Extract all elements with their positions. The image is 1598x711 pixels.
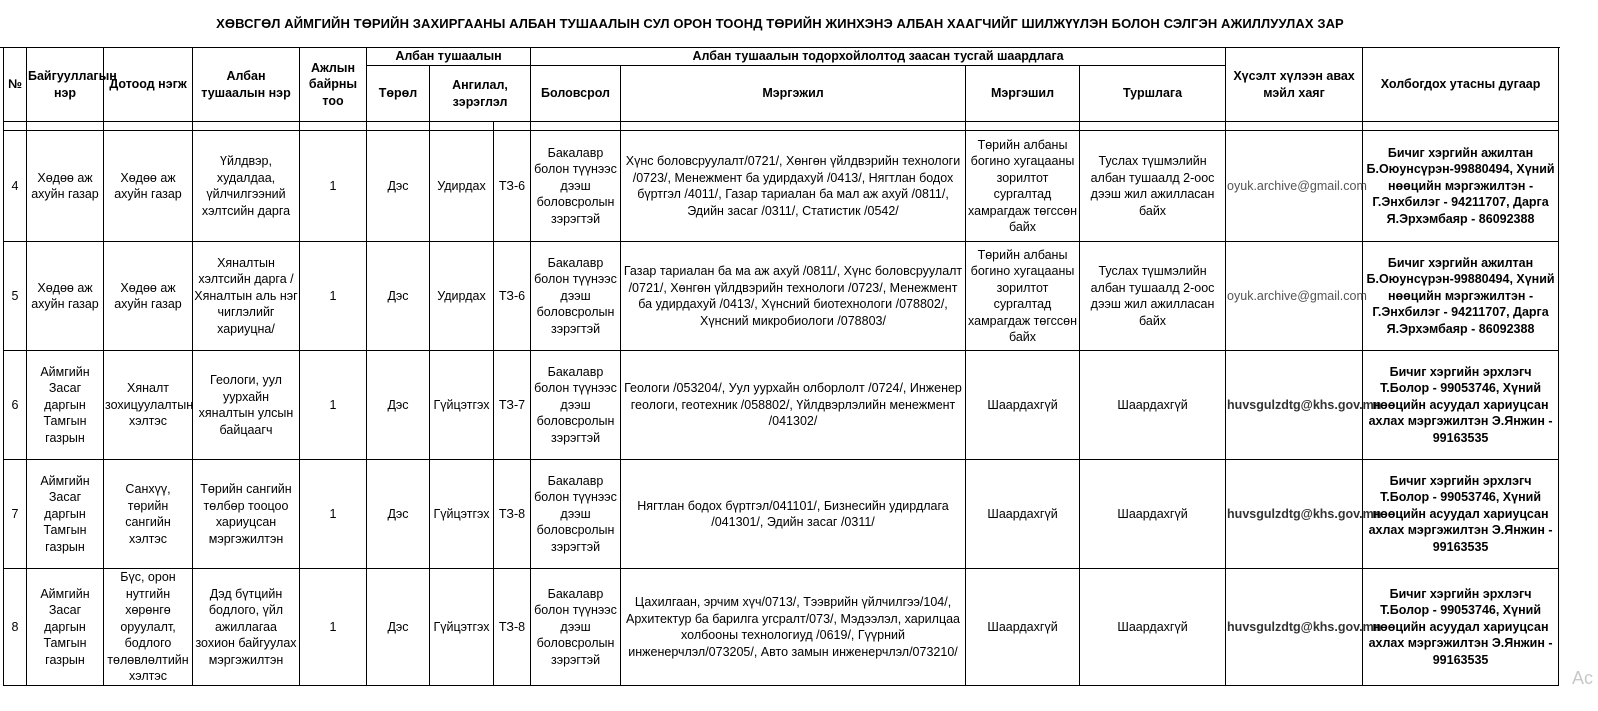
header-requirements-group: Албан тушаалын тодорхойлолтод заасан тусгай шаардлага	[531, 48, 1226, 66]
cell-qualification: Шаардахгүй	[966, 569, 1080, 686]
header-row-1	[4, 48, 1559, 66]
table-row	[4, 351, 1559, 460]
cell-category: Гүйцэтгэх	[430, 569, 494, 686]
cell-unit: Хяналт зохицуулалтын хэлтэс	[104, 351, 193, 460]
cell-org: Аймгийн Засаг даргын Тамгын газрын	[27, 460, 104, 569]
cell-education: Бакалавр болон түүнээс дээш боловсролын зэрэгтэй	[531, 242, 621, 351]
cell-grade: ТЗ-7	[494, 351, 531, 460]
cell-phone: Бичиг хэргийн ажилтан Б.Оюунсүрэн-99880494, Хүний нөөцийн мэргэжилтэн - Г.Энхбилэг - 94211707, Дарга Я.Эрхэмбаяр - 86092388	[1363, 242, 1559, 351]
cell-experience: Туслах түшмэлийн албан тушаалд 2-оос дээш жил ажилласан байх	[1080, 242, 1226, 351]
cell-vacancies: 1	[300, 569, 367, 686]
cell-vacancies: 1	[300, 351, 367, 460]
cell-email: huvsgulzdtg@khs.gov.mn	[1226, 569, 1363, 686]
cell-no: 7	[4, 460, 27, 569]
header-qualification: Мэргэшил	[966, 66, 1080, 122]
cell-education: Бакалавр болон түүнээс дээш боловсролын зэрэгтэй	[531, 569, 621, 686]
vacancy-table	[3, 47, 1559, 686]
cell-qualification: Шаардахгүй	[966, 460, 1080, 569]
cell-unit: Хөдөө аж ахуйн газар	[104, 131, 193, 242]
cell-unit: Санхүү, төрийн сангийн хэлтэс	[104, 460, 193, 569]
cell-position: Төрийн сангийн төлбөр тооцоо хариуцсан мэргэжилтэн	[193, 460, 300, 569]
cell-email: oyuk.archive@gmail.com	[1226, 131, 1363, 242]
cell-education: Бакалавр болон түүнээс дээш боловсролын зэрэгтэй	[531, 131, 621, 242]
cell-experience: Шаардахгүй	[1080, 569, 1226, 686]
cell-grade: ТЗ-6	[494, 131, 531, 242]
cell-org: Хөдөө аж ахуйн газар	[27, 131, 104, 242]
header-position-group: Албан тушаалын	[367, 48, 531, 66]
cell-email: huvsgulzdtg@khs.gov.mn	[1226, 351, 1363, 460]
header-education: Боловсрол	[531, 66, 621, 122]
cell-no: 8	[4, 569, 27, 686]
header-vacancies: Ажлын байрны тоо	[300, 48, 367, 122]
cell-category: Удирдах	[430, 131, 494, 242]
cell-org: Хөдөө аж ахуйн газар	[27, 242, 104, 351]
cell-email: huvsgulzdtg@khs.gov.mn	[1226, 460, 1363, 569]
cell-position: Геологи, уул уурхайн хяналтын улсын байцаагч	[193, 351, 300, 460]
header-email: Хүсэлт хүлээн авах мэйл хаяг	[1226, 48, 1363, 122]
cell-profession: Геологи /053204/, Уул уурхайн олборлолт /0724/, Инженер геологи, геотехник /058802/, Үйлдвэрлэлийн менежмент /041302/	[621, 351, 966, 460]
cell-education: Бакалавр болон түүнээс дээш боловсролын зэрэгтэй	[531, 460, 621, 569]
cell-profession: Газар тариалан ба ма аж ахуй /0811/, Хүнс боловсруулалт /0721/, Хөнгөн үйлдвэрийн технологи /0723/, Менежмент ба удирдахуй /0413/, Хүнсний биотехнологи /078802/, Хүнсний микробиологи /078803/	[621, 242, 966, 351]
cell-type: Дэс	[367, 351, 430, 460]
cell-grade: ТЗ-8	[494, 460, 531, 569]
header-type: Төрөл	[367, 66, 430, 122]
cell-category: Гүйцэтгэх	[430, 460, 494, 569]
cell-no: 5	[4, 242, 27, 351]
cell-qualification: Шаардахгүй	[966, 351, 1080, 460]
cell-position: Дэд бүтцийн бодлого, үйл ажиллагаа зохион байгуулах мэргэжилтэн	[193, 569, 300, 686]
header-experience: Туршлага	[1080, 66, 1226, 122]
cell-profession: Цахилгаан, эрчим хүч/0713/, Тээврийн үйлчилгээ/104/, Архитектур ба барилга угсралт/073/, Мэдээлэл, харилцаа холбооны технологиуд /0619/, Гүүрний инженерчлэл/073205/, Авто замын инженерчлэл/073210/	[621, 569, 966, 686]
cell-type: Дэс	[367, 569, 430, 686]
cell-phone: Бичиг хэргийн эрхлэгч Т.Болор - 99053746, Хүний нөөцийн асуудал хариуцсан ахлах мэргэжилтэн Э.Янжин - 99163535	[1363, 351, 1559, 460]
cell-position: Үйлдвэр, худалдаа, үйлчилгээний хэлтсийн дарга	[193, 131, 300, 242]
cell-profession: Хүнс боловсруулалт/0721/, Хөнгөн үйлдвэрийн технологи /0723/, Менежмент ба удирдахуй /0413/, Нягтлан бодох бүртгэл /4011/, Газар тариалан ба мал аж ахуй /0811/, Эдийн засаг /0311/, Статистик /0542/	[621, 131, 966, 242]
cell-experience: Шаардахгүй	[1080, 460, 1226, 569]
table-row	[4, 460, 1559, 569]
cell-category: Удирдах	[430, 242, 494, 351]
table-row	[4, 569, 1559, 686]
cell-vacancies: 1	[300, 242, 367, 351]
activation-watermark: Ac	[1572, 668, 1594, 688]
header-profession: Мэргэжил	[621, 66, 966, 122]
cell-org: Аймгийн Засаг даргын Тамгын газрын	[27, 569, 104, 686]
cell-no: 4	[4, 131, 27, 242]
header-unit: Дотоод нэгж	[104, 48, 193, 122]
header-org: Байгууллагын нэр	[27, 48, 104, 122]
cell-qualification: Төрийн албаны богино хугацааны зорилтот сургалтад хамрагдаж төгссөн байх	[966, 242, 1080, 351]
cell-type: Дэс	[367, 242, 430, 351]
cell-vacancies: 1	[300, 131, 367, 242]
cell-email: oyuk.archive@gmail.com	[1226, 242, 1363, 351]
table-row	[4, 131, 1559, 242]
cell-grade: ТЗ-6	[494, 242, 531, 351]
hidden-rows-gap	[4, 122, 1559, 131]
cell-position: Хяналтын хэлтсийн дарга /Хяналтын аль нэг чиглэлийг хариуцна/	[193, 242, 300, 351]
cell-phone: Бичиг хэргийн эрхлэгч Т.Болор - 99053746, Хүний нөөцийн асуудал хариуцсан ахлах мэргэжилтэн Э.Янжин - 99163535	[1363, 460, 1559, 569]
cell-experience: Туслах түшмэлийн албан тушаалд 2-оос дээш жил ажилласан байх	[1080, 131, 1226, 242]
cell-unit: Хөдөө аж ахуйн газар	[104, 242, 193, 351]
cell-phone: Бичиг хэргийн эрхлэгч Т.Болор - 99053746, Хүний нөөцийн асуудал хариуцсан ахлах мэргэжилтэн Э.Янжин - 99163535	[1363, 569, 1559, 686]
document-title: ХӨВСГӨЛ АЙМГИЙН ТӨРИЙН ЗАХИРГААНЫ АЛБАН ТУШААЛЫН СУЛ ОРОН ТООНД ТӨРИЙН ЖИНХЭНЭ АЛБАН ХААГЧИЙГ ШИЛЖҮҮЛЭН БОЛОН СЭЛГЭН АЖИЛЛУУЛАХ ЗАР	[0, 0, 1560, 48]
cell-education: Бакалавр болон түүнээс дээш боловсролын зэрэгтэй	[531, 351, 621, 460]
cell-category: Гүйцэтгэх	[430, 351, 494, 460]
cell-vacancies: 1	[300, 460, 367, 569]
header-category: Ангилал, зэрэглэл	[430, 66, 531, 122]
cell-org: Аймгийн Засаг даргын Тамгын газрын	[27, 351, 104, 460]
cell-unit: Бүс, орон нутгийн хөрөнгө оруулалт, бодлого төлөвлөлтийн хэлтэс	[104, 569, 193, 686]
table-row	[4, 242, 1559, 351]
cell-grade: ТЗ-8	[494, 569, 531, 686]
cell-experience: Шаардахгүй	[1080, 351, 1226, 460]
cell-profession: Нягтлан бодох бүртгэл/041101/, Бизнесийн удирдлага /041301/, Эдийн засаг /0311/	[621, 460, 966, 569]
cell-type: Дэс	[367, 460, 430, 569]
cell-type: Дэс	[367, 131, 430, 242]
header-phone: Холбогдох утасны дугаар	[1363, 48, 1559, 122]
header-position: Албан тушаалын нэр	[193, 48, 300, 122]
cell-phone: Бичиг хэргийн ажилтан Б.Оюунсүрэн-99880494, Хүний нөөцийн мэргэжилтэн - Г.Энхбилэг - 94211707, Дарга Я.Эрхэмбаяр - 86092388	[1363, 131, 1559, 242]
cell-no: 6	[4, 351, 27, 460]
header-no: №	[4, 48, 27, 122]
cell-qualification: Төрийн албаны богино хугацааны зорилтот сургалтад хамрагдаж төгссөн байх	[966, 131, 1080, 242]
